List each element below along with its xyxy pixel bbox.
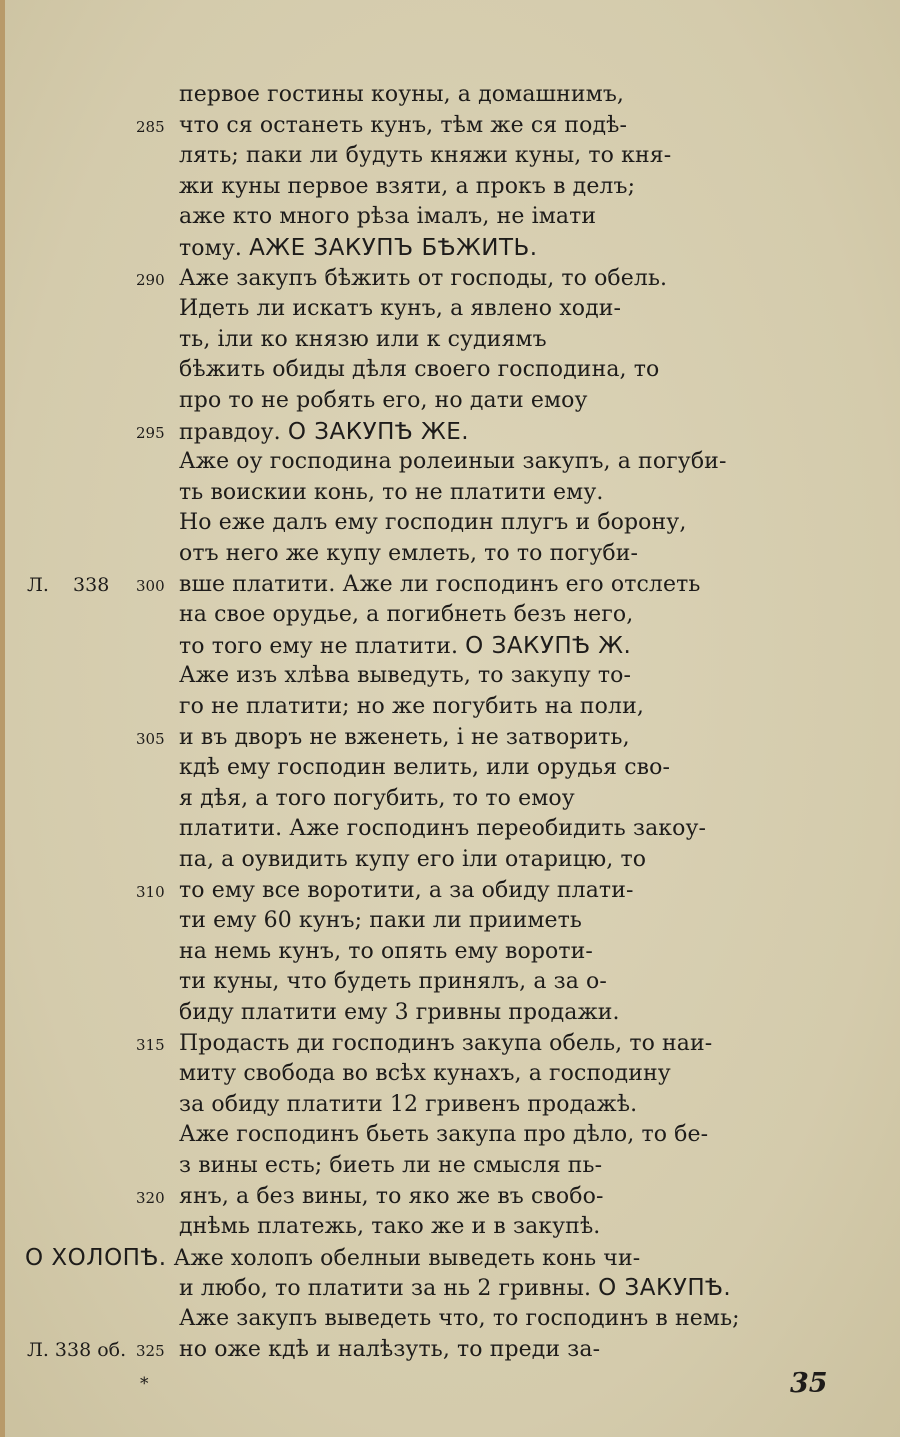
text-line: [0, 141, 900, 171]
text-segment: Продасть ди господинъ закупа обель, то наи-: [179, 1030, 713, 1056]
text-segment: на свое орудье, а погибнеть безъ него,: [179, 602, 634, 628]
line-text: [179, 814, 706, 844]
text-line: [0, 172, 900, 202]
line-text: [25, 1243, 640, 1274]
text-segment: лять; паки ли будуть княжи куны, то кня-: [179, 143, 672, 169]
text-segment: ти куны, что будеть принялъ, а за о-: [179, 969, 607, 995]
text-segment: з вины есть; биеть ли не смысля пь-: [179, 1153, 603, 1178]
text-segment: и любо, то платити за нь 2 гривны.: [179, 1276, 599, 1302]
line-text: [179, 998, 620, 1028]
line-number: 305: [136, 729, 165, 748]
text-segment: первое гостины коуны, а домашнимъ,: [179, 82, 625, 107]
line-text: [179, 233, 538, 264]
line-text: [179, 661, 631, 691]
line-number: 285: [136, 117, 165, 136]
text-segment: янъ, а без вины, то яко же въ свобо-: [179, 1183, 604, 1209]
page-number: 35: [790, 1368, 828, 1399]
line-text: [179, 692, 644, 722]
line-text: [179, 325, 547, 355]
text-line: [0, 1182, 900, 1212]
text-segment: Аже закупъ бѣжить от господы, то обель.: [179, 265, 668, 291]
line-number: 295: [136, 423, 165, 442]
section-heading: О ХОЛОПѢ.: [25, 1244, 167, 1271]
text-line: [0, 233, 900, 263]
section-heading: О ЗАКУПѢ ЖЕ.: [287, 418, 470, 445]
footer-asterisk: *: [140, 1374, 149, 1394]
line-text: [179, 1335, 600, 1365]
line-text: [179, 1273, 731, 1304]
line-text: [179, 141, 671, 171]
text-line: [0, 1335, 900, 1365]
text-segment: Аже изъ хлѣва выведуть, то закупу то-: [179, 663, 632, 689]
text-line: [0, 264, 900, 294]
text-line: [0, 906, 900, 936]
text-segment: платити. Аже господинъ переобидить закоу-: [179, 816, 707, 842]
text-segment: биду платити ему 3 гривны продажи.: [179, 1000, 620, 1025]
text-segment: но оже кдѣ и налѣзуть, то преди за-: [179, 1336, 601, 1362]
line-number: 310: [136, 882, 165, 901]
line-text: [179, 1304, 740, 1334]
text-segment: Но еже далъ ему господин плугъ и борону,: [179, 510, 687, 536]
text-segment: аже кто много рѣза імалъ, не імати: [179, 204, 597, 230]
text-line: [0, 417, 900, 447]
text-line: [0, 1029, 900, 1059]
text-segment: ть воискии конь, то не платити ему.: [179, 479, 604, 505]
text-line: [0, 1151, 900, 1181]
line-text: [179, 1212, 600, 1242]
text-line: [0, 355, 900, 385]
line-number: 320: [136, 1188, 165, 1207]
text-line: [0, 1243, 900, 1273]
line-number: 290: [136, 270, 165, 289]
line-text: [179, 386, 588, 416]
text-line: [0, 1090, 900, 1120]
text-segment: днѣмь платежь, тако же и в закупѣ.: [179, 1214, 601, 1240]
line-text: [179, 876, 634, 906]
text-line: [0, 753, 900, 783]
text-segment: ти ему 60 кунъ; паки ли прииметь: [179, 908, 583, 934]
line-text: [179, 753, 670, 783]
text-segment: правдоу.: [179, 419, 288, 445]
text-segment: отъ него же купу емлеть, то то погуби-: [179, 541, 638, 566]
line-text: [179, 264, 667, 294]
text-segment: то того ему не платити.: [179, 633, 466, 659]
text-segment: Аже холопъ обелныи выведеть конь чи-: [166, 1245, 641, 1271]
line-text: [179, 508, 686, 538]
text-line: [0, 202, 900, 232]
text-segment: тому.: [179, 236, 250, 261]
text-line: [0, 1212, 900, 1242]
text-segment: миту свобода во всѣх кунахъ, а господину: [179, 1061, 671, 1087]
line-text: [179, 845, 646, 875]
line-text: [179, 447, 726, 477]
text-line: [0, 1273, 900, 1303]
text-segment: на немь кунъ, то опять ему вороти-: [179, 938, 593, 964]
text-line: [0, 478, 900, 508]
text-segment: па, а оувидить купу его іли отарицю, то: [179, 847, 647, 872]
text-segment: Аже оу господина ролеиныи закупъ, а погуби-: [179, 449, 727, 475]
line-text: [179, 478, 604, 508]
text-line: [0, 1059, 900, 1089]
line-text: [179, 631, 631, 662]
line-text: [179, 202, 596, 232]
text-segment: Идеть ли искатъ кунъ, а явлено ходи-: [179, 296, 622, 322]
text-segment: про то не робять его, но дати емоу: [179, 388, 588, 413]
section-heading: АЖЕ ЗАКУПЪ БѢЖИТЬ.: [249, 235, 538, 261]
text-line: [0, 386, 900, 416]
text-line: [0, 508, 900, 538]
line-text: [179, 294, 621, 324]
text-line: [0, 570, 900, 600]
text-segment: жи куны первое взяти, а прокъ в делъ;: [179, 173, 636, 199]
line-number: 300: [136, 576, 165, 595]
line-text: [179, 111, 627, 141]
text-line: [0, 1120, 900, 1150]
text-line: [0, 80, 900, 110]
text-segment: за обиду платити 12 гривенъ продажѣ.: [179, 1091, 638, 1117]
text-line: [0, 1304, 900, 1334]
text-line: [0, 845, 900, 875]
text-line: [0, 539, 900, 569]
line-text: [179, 1059, 671, 1089]
text-line: [0, 814, 900, 844]
line-text: [179, 1151, 602, 1181]
text-line: [0, 967, 900, 997]
text-line: [0, 998, 900, 1028]
text-segment: ть, іли ко князю или к судиямъ: [179, 326, 547, 352]
text-line: [0, 692, 900, 722]
line-text: [179, 784, 575, 814]
text-line: [0, 325, 900, 355]
text-segment: я дѣя, а того погубить, то то емоу: [179, 785, 575, 811]
line-text: [179, 1090, 637, 1120]
section-heading: О ЗАКУПѢ Ж.: [465, 632, 632, 659]
line-number: 325: [136, 1341, 165, 1360]
section-heading: О ЗАКУПѢ.: [598, 1275, 732, 1302]
text-line: [0, 631, 900, 661]
line-text: [179, 906, 582, 936]
text-line: [0, 600, 900, 630]
line-text: [179, 570, 700, 600]
line-text: [179, 172, 635, 202]
text-segment: кдѣ ему господин велить, или орудья сво-: [179, 755, 671, 781]
line-text: [179, 539, 638, 569]
line-number: 315: [136, 1035, 165, 1054]
text-line: [0, 661, 900, 691]
folio-reference: Л. 338 об.: [27, 1338, 127, 1361]
line-text: [179, 967, 607, 997]
folio-reference: Л. 338: [27, 573, 110, 596]
text-segment: го не платити; но же погубить на поли,: [179, 694, 644, 719]
text-line: [0, 784, 900, 814]
text-segment: Аже господинъ бьеть закупа про дѣло, то бе-: [179, 1122, 709, 1148]
text-segment: и въ дворъ не вженеть, і не затворить,: [179, 724, 630, 750]
line-text: [179, 1029, 712, 1059]
text-segment: бѣжить обиды дѣля своего господина, то: [179, 357, 660, 383]
text-line: [0, 876, 900, 906]
text-line: [0, 294, 900, 324]
text-line: [0, 447, 900, 477]
text-line: [0, 111, 900, 141]
line-text: [179, 355, 659, 385]
line-text: [179, 1120, 708, 1150]
line-text: [179, 417, 469, 448]
line-text: [179, 723, 630, 753]
text-segment: Аже закупъ выведеть что, то господинъ в немь;: [179, 1306, 740, 1331]
text-segment: то ему все воротити, а за обиду плати-: [179, 877, 634, 903]
line-text: [179, 80, 624, 110]
line-text: [179, 937, 593, 967]
text-line: [0, 723, 900, 753]
line-text: [179, 600, 633, 630]
text-segment: вше платити. Аже ли господинъ его отслеть: [179, 571, 701, 597]
text-line: [0, 937, 900, 967]
line-text: [179, 1182, 603, 1212]
text-segment: что ся останеть кунъ, тѣм же ся подѣ-: [179, 112, 628, 138]
